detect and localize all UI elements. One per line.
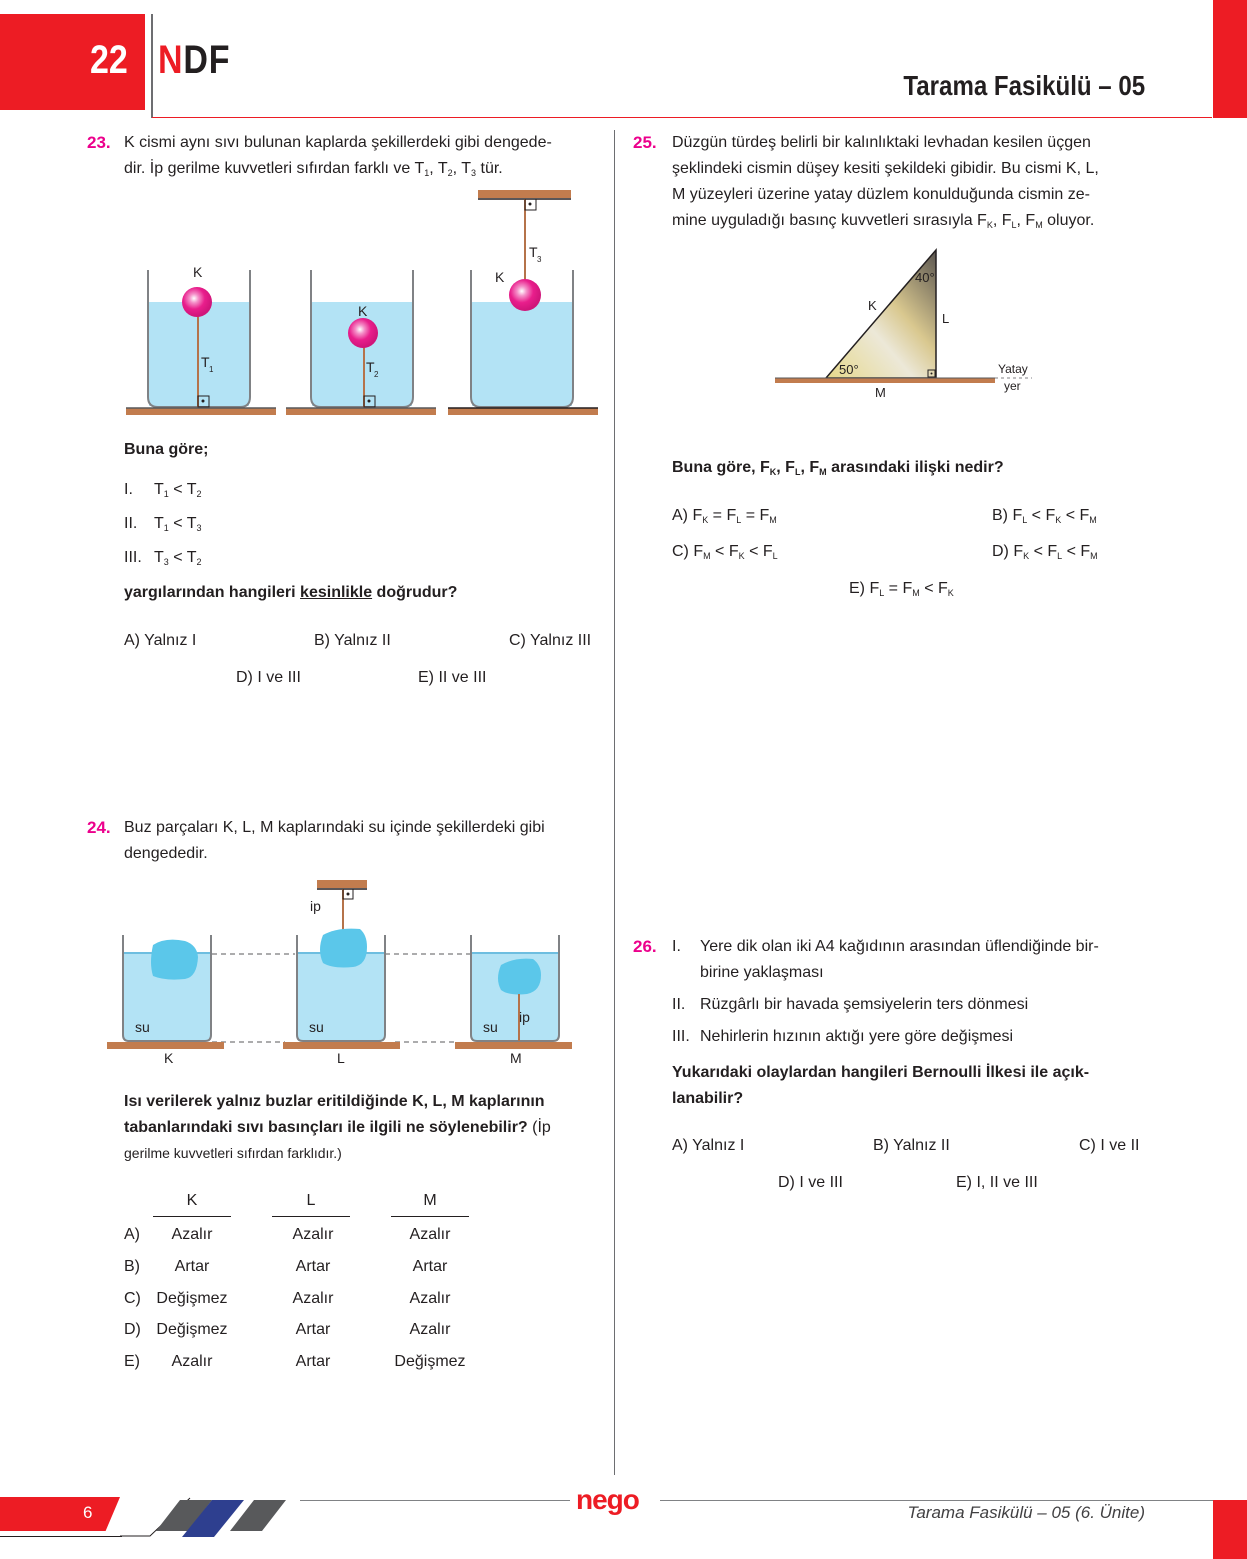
question-number: 24. bbox=[87, 818, 111, 837]
stem-line: K cismi aynı sıvı bulunan kaplarda şekillerdeki gibi dengede- bbox=[124, 134, 552, 151]
svg-text:K: K bbox=[164, 1050, 174, 1066]
q26-option-d[interactable]: D) I ve III bbox=[778, 1174, 843, 1191]
question-number: 25. bbox=[633, 133, 657, 152]
svg-text:K: K bbox=[495, 269, 505, 285]
svg-text:2: 2 bbox=[374, 370, 379, 379]
container-1 bbox=[126, 264, 276, 415]
statement-3: III. Nehirlerin hızının aktığı yere göre değişmesi bbox=[672, 1028, 1014, 1045]
header-page-number: 22 bbox=[90, 38, 128, 82]
q25-option-b[interactable]: B) $F_L < F_K < F_M$ bbox=[992, 507, 1097, 525]
question-number: 26. bbox=[633, 937, 657, 956]
svg-text:M: M bbox=[875, 385, 886, 400]
brand-logo bbox=[158, 38, 230, 83]
header-divider bbox=[151, 14, 153, 118]
question-24-note: gerilme kuvvetleri sıfırdan farklıdır.) bbox=[124, 1145, 342, 1161]
question-25-stem: Düzgün türdeş belirli bir kalınlıktaki levhadan kesilen üçgen şeklindeki cismin düşey kesiti şekildeki gibidir. Bu cismi K, L, M yüzeyleri üzerine yatay düzlem konulduğunda cismin ze- mine uyguladığı basınç kuvvetleri sırasıyla $F_K$, $F_L$, $F_M$ oluyor. bbox=[672, 134, 1099, 230]
column-divider bbox=[614, 130, 615, 1475]
footer-right-bar bbox=[1213, 1500, 1247, 1559]
svg-text:L: L bbox=[337, 1050, 345, 1066]
svg-text:50°: 50° bbox=[839, 362, 859, 377]
table-header-l: L bbox=[272, 1192, 350, 1217]
question-24-prompt-1: Isı verilerek yalnız buzlar eritildiğinde K, L, M kaplarının bbox=[124, 1093, 545, 1110]
footer-rule bbox=[300, 1500, 570, 1501]
question-25-prompt: Buna göre, $F_K$, $F_L$, $F_M$ arasındaki ilişki nedir? bbox=[672, 459, 1004, 477]
container-l bbox=[283, 880, 400, 1066]
publisher-logo: nego bbox=[576, 1484, 639, 1515]
q25-option-a[interactable]: A) $F_K = F_L = F_M$ bbox=[672, 507, 777, 525]
q23-option-a[interactable]: A) Yalnız I bbox=[124, 632, 197, 649]
statement-1: I. $T_1 < T_2$ bbox=[124, 481, 202, 499]
footer-page-number: 6 bbox=[83, 1503, 93, 1522]
svg-text:40°: 40° bbox=[915, 270, 935, 285]
q23-option-c[interactable]: C) Yalnız III bbox=[509, 632, 592, 649]
svg-text:K: K bbox=[358, 303, 368, 319]
container-3 bbox=[448, 190, 598, 415]
brand-letters: DF bbox=[183, 38, 231, 82]
svg-text:1: 1 bbox=[209, 365, 214, 374]
footer-title: Tarama Fasikülü – 05 (6. Ünite) bbox=[907, 1503, 1145, 1522]
svg-text:3: 3 bbox=[537, 255, 542, 264]
q23-option-b[interactable]: B) Yalnız II bbox=[314, 632, 391, 649]
question-23-prompt: yargılarından hangileri kesinlikle doğrudur? bbox=[124, 584, 458, 601]
footer-red-block bbox=[0, 1497, 120, 1531]
question-23-figure bbox=[120, 185, 610, 425]
question-23-stem bbox=[124, 130, 604, 186]
q25-option-c[interactable]: C) $F_M < F_K < F_L$ bbox=[672, 543, 778, 561]
svg-text:su: su bbox=[483, 1019, 498, 1035]
emphasis-underlined: kesinlikle bbox=[300, 584, 373, 601]
svg-text:su: su bbox=[309, 1019, 324, 1035]
svg-text:K: K bbox=[193, 264, 203, 280]
question-26-statements bbox=[672, 934, 1152, 1050]
svg-text:yer: yer bbox=[1004, 379, 1021, 393]
statement-2: II. $T_1 < T_3$ bbox=[124, 515, 202, 533]
stem-line: dir. İp gerilme kuvvetleri sıfırdan farklı ve $T_1$, $T_2$, $T_3$ tür. bbox=[124, 160, 503, 178]
q26-option-e[interactable]: E) I, II ve III bbox=[956, 1174, 1038, 1191]
q26-option-b[interactable]: B) Yalnız II bbox=[873, 1137, 950, 1154]
q26-option-c[interactable]: C) I ve II bbox=[1079, 1137, 1140, 1154]
svg-text:T: T bbox=[529, 244, 538, 260]
q25-option-d[interactable]: D) $F_K < F_L < F_M$ bbox=[992, 543, 1098, 561]
footer-underline bbox=[0, 1536, 122, 1537]
q23-option-e[interactable]: E) II ve III bbox=[418, 669, 487, 686]
table-header-k: K bbox=[153, 1192, 231, 1217]
svg-text:T: T bbox=[201, 354, 210, 370]
svg-text:su: su bbox=[135, 1019, 150, 1035]
svg-text:ip: ip bbox=[519, 1009, 530, 1025]
question-24-figure bbox=[105, 875, 585, 1070]
container-2 bbox=[286, 270, 436, 415]
svg-text:T: T bbox=[366, 359, 375, 375]
question-26-header bbox=[633, 934, 657, 961]
q23-option-d[interactable]: D) I ve III bbox=[236, 669, 301, 686]
header-right-bar bbox=[1213, 0, 1247, 118]
question-24-header bbox=[87, 815, 111, 842]
brand-letter-n: N bbox=[158, 38, 184, 82]
question-24-prompt-2: tabanlarındaki sıvı basınçları ile ilgili ne söylenebilir? (İp bbox=[124, 1119, 551, 1136]
q26-option-a[interactable]: A) Yalnız I bbox=[672, 1137, 745, 1154]
statement-1: I. Yere dik olan iki A4 kağıdının arasından üflendiğinde bir- birine yaklaşması bbox=[672, 938, 1099, 981]
question-25-header bbox=[633, 130, 657, 157]
question-24-stem: Buz parçaları K, L, M kaplarındaki su içinde şekillerdeki gibi dengededir. bbox=[124, 819, 545, 862]
statement-2: II. Rüzgârlı bir havada şemsiyelerin ters dönmesi bbox=[672, 996, 1029, 1013]
table-header-m: M bbox=[391, 1192, 469, 1217]
svg-text:Yatay: Yatay bbox=[998, 362, 1028, 376]
question-26-prompt: Yukarıdaki olaylardan hangileri Bernoulli İlkesi ile açık- lanabilir? bbox=[672, 1064, 1090, 1107]
svg-text:K: K bbox=[868, 298, 877, 313]
question-number: 23. bbox=[87, 133, 111, 152]
container-k bbox=[107, 935, 224, 1066]
header-rule bbox=[152, 117, 1212, 118]
footer-stripes bbox=[120, 1495, 300, 1540]
container-m bbox=[455, 935, 572, 1066]
q25-option-e[interactable]: E) $F_L = F_M < F_K$ bbox=[849, 580, 954, 598]
page-title: Tarama Fasikülü – 05 bbox=[903, 70, 1145, 101]
statement-3: III. $T_3 < T_2$ bbox=[124, 549, 202, 567]
svg-text:L: L bbox=[942, 311, 950, 326]
footer-rule bbox=[660, 1500, 1220, 1501]
question-23-header bbox=[87, 130, 111, 157]
svg-text:M: M bbox=[510, 1050, 522, 1066]
svg-text:ip: ip bbox=[310, 898, 321, 914]
question-23-lead: Buna göre; bbox=[124, 441, 209, 458]
question-25-figure bbox=[770, 240, 1050, 410]
